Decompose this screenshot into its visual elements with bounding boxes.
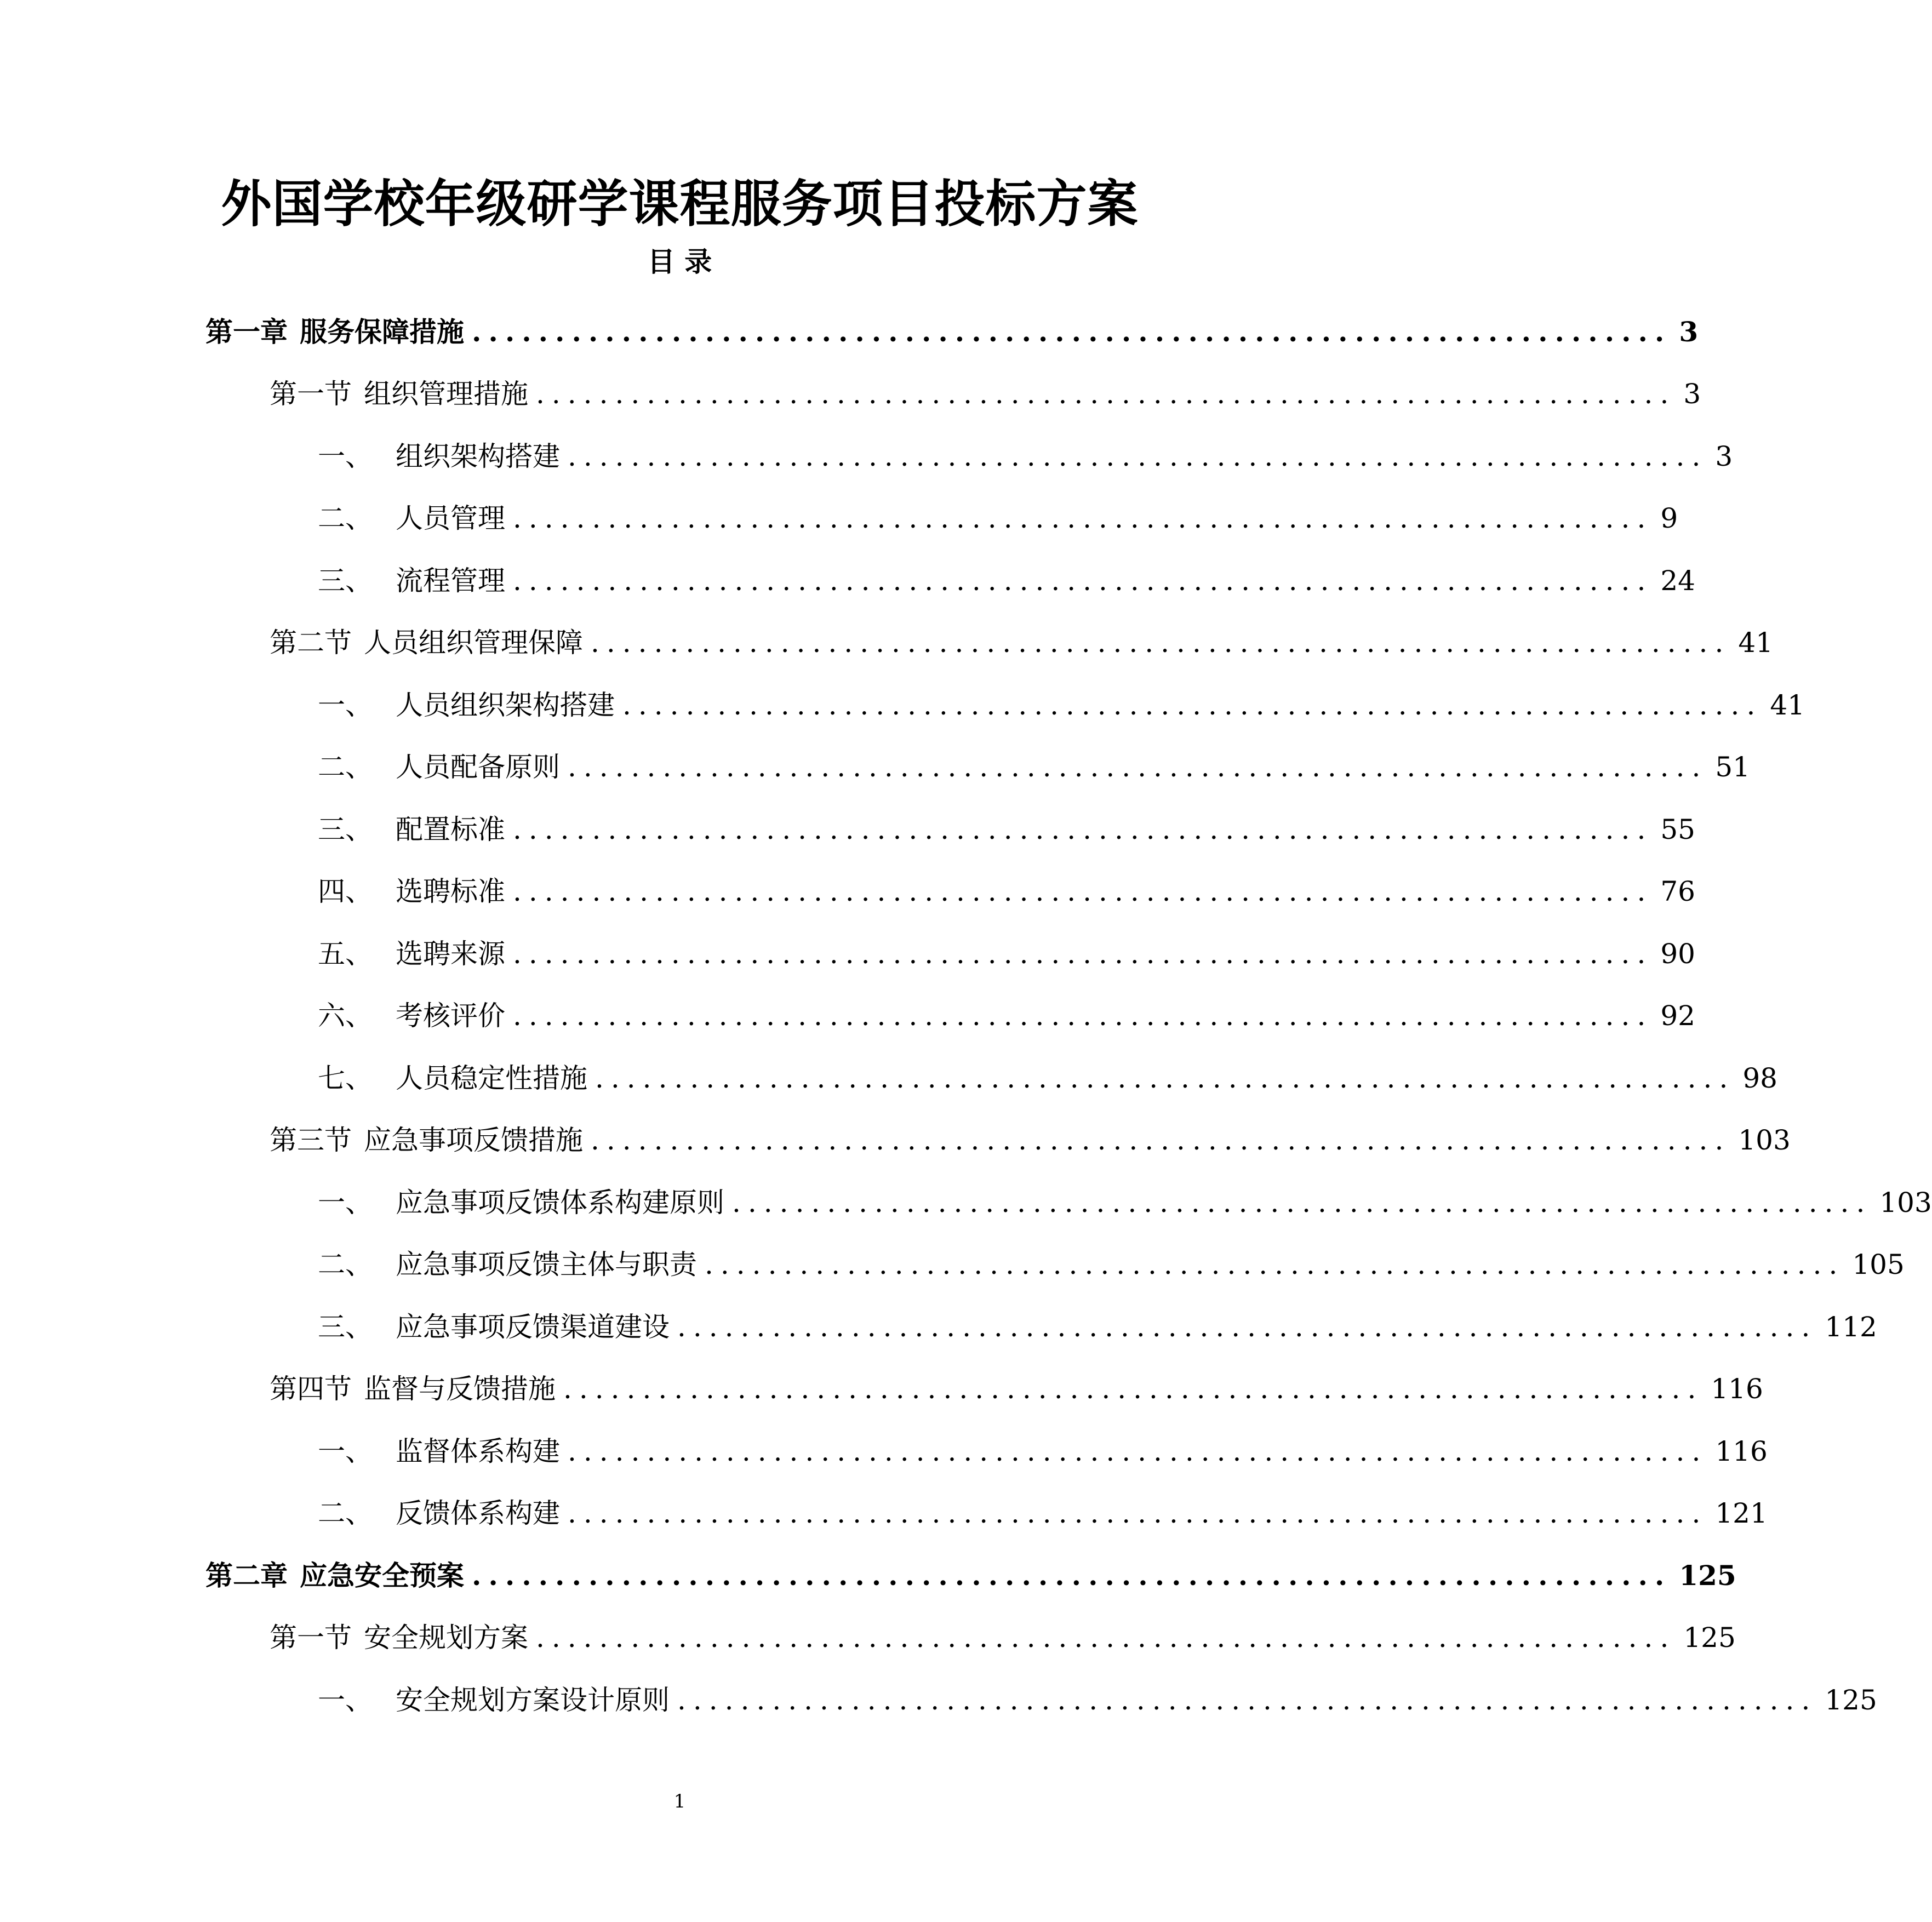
toc-entry-item[interactable]	[318, 1295, 1877, 1345]
toc-dot-leader: ........................................................................	[472, 1559, 1672, 1592]
toc-entry-title: 人员组织架构搭建	[396, 689, 615, 721]
document-title: 外国学校年级研学课程服务项目投标方案	[221, 174, 1139, 233]
toc-dot-leader: ........................................................................	[591, 1124, 1731, 1156]
toc-entry-number: 第一章	[205, 316, 288, 348]
toc-dot-leader: ........................................................................	[568, 1435, 1708, 1467]
toc-entry-item[interactable]	[318, 425, 1733, 474]
toc-entry-section[interactable]	[270, 1108, 1791, 1158]
toc-dot-leader: ........................................................................	[472, 316, 1672, 348]
toc-entry-page: 3	[1715, 441, 1733, 472]
toc-entry-item[interactable]	[318, 1046, 1777, 1096]
toc-entry-item[interactable]	[318, 798, 1695, 847]
toc-dot-leader: ........................................................................	[677, 1684, 1817, 1716]
toc-entry-title: 流程管理	[396, 565, 505, 597]
toc-entry-title: 应急事项反馈渠道建设	[396, 1311, 670, 1343]
toc-dot-leader: ........................................................................	[677, 1311, 1817, 1343]
toc-dot-leader: ........................................................................	[622, 689, 1763, 721]
toc-entry-number: 第二章	[205, 1559, 288, 1592]
toc-entry-title: 人员配备原则	[396, 751, 560, 783]
toc-entry-page: 92	[1660, 1000, 1695, 1032]
toc-entry-title: 安全规划方案设计原则	[396, 1684, 670, 1716]
toc-entry-page: 98	[1742, 1062, 1777, 1094]
toc-entry-page: 55	[1660, 814, 1695, 845]
toc-entry-number: 六、	[318, 1000, 373, 1032]
toc-entry-page: 125	[1679, 1559, 1736, 1592]
toc-entry-number: 二、	[318, 1497, 373, 1529]
toc-heading: 目 录	[647, 245, 712, 278]
toc-dot-leader: ........................................................................	[563, 1373, 1704, 1405]
toc-entry-title: 反馈体系构建	[396, 1497, 560, 1529]
toc-dot-leader: ........................................................................	[591, 627, 1731, 659]
toc-entry-item[interactable]	[318, 1668, 1877, 1718]
toc-entry-title: 服务保障措施	[300, 316, 464, 348]
toc-entry-item[interactable]	[318, 487, 1678, 536]
toc-entry-chapter[interactable]	[205, 1544, 1736, 1593]
toc-entry-page: 125	[1825, 1684, 1877, 1716]
toc-entry-title: 监督体系构建	[396, 1435, 560, 1467]
page-number: 1	[673, 1791, 686, 1812]
toc-dot-leader: ........................................................................	[568, 1497, 1708, 1529]
toc-entry-item[interactable]	[318, 735, 1750, 785]
toc-entry-number: 一、	[318, 1187, 373, 1219]
toc-dot-leader: ........................................................................	[536, 1622, 1676, 1654]
toc-entry-number: 第二节	[270, 627, 352, 659]
toc-entry-item[interactable]	[318, 1233, 1905, 1282]
toc-entry-section[interactable]	[270, 611, 1773, 660]
toc-entry-item[interactable]	[318, 1481, 1768, 1531]
toc-entry-page: 3	[1683, 378, 1701, 410]
toc-entry-title: 监督与反馈措施	[364, 1373, 556, 1405]
toc-entry-title: 人员稳定性措施	[396, 1062, 587, 1094]
toc-entry-page: 116	[1715, 1435, 1768, 1467]
toc-entry-item[interactable]	[318, 922, 1695, 971]
toc-entry-title: 选聘来源	[396, 938, 505, 970]
toc-entry-item[interactable]	[318, 860, 1695, 909]
toc-entry-chapter[interactable]	[205, 300, 1699, 350]
toc-entry-number: 一、	[318, 689, 373, 721]
toc-entry-page: 125	[1683, 1622, 1736, 1654]
toc-entry-page: 105	[1852, 1249, 1905, 1280]
toc-entry-page: 103	[1738, 1124, 1791, 1156]
toc-dot-leader: ........................................................................	[513, 1000, 1653, 1032]
toc-dot-leader: ........................................................................	[595, 1062, 1735, 1094]
toc-entry-number: 第一节	[270, 1622, 352, 1654]
toc-entry-number: 二、	[318, 502, 373, 534]
toc-dot-leader: ........................................................................	[513, 814, 1653, 845]
toc-entry-number: 第四节	[270, 1373, 352, 1405]
toc-entry-title: 组织架构搭建	[396, 441, 560, 472]
toc-entry-section[interactable]	[270, 1357, 1763, 1406]
toc-entry-section[interactable]	[270, 1606, 1736, 1655]
toc-entry-number: 第三节	[270, 1124, 352, 1156]
toc-entry-number: 一、	[318, 1435, 373, 1467]
toc-entry-title: 应急事项反馈体系构建原则	[396, 1187, 724, 1219]
toc-entry-section[interactable]	[270, 362, 1701, 411]
toc-entry-number: 第一节	[270, 378, 352, 410]
toc-entry-title: 应急安全预案	[300, 1559, 464, 1592]
toc-entry-page: 24	[1660, 565, 1695, 597]
toc-entry-number: 二、	[318, 1249, 373, 1280]
toc-dot-leader: ........................................................................	[513, 938, 1653, 970]
toc-entry-title: 人员组织管理保障	[364, 627, 583, 659]
toc-entry-page: 3	[1679, 316, 1699, 348]
toc-dot-leader: ........................................................................	[513, 502, 1653, 534]
toc-dot-leader: ........................................................................	[568, 441, 1708, 472]
toc-entry-number: 三、	[318, 1311, 373, 1343]
toc-entry-title: 组织管理措施	[364, 378, 528, 410]
toc-entry-number: 一、	[318, 1684, 373, 1716]
toc-dot-leader: ........................................................................	[513, 876, 1653, 907]
toc-entry-number: 三、	[318, 814, 373, 845]
toc-entry-title: 应急事项反馈措施	[364, 1124, 583, 1156]
toc-entry-title: 安全规划方案	[364, 1622, 528, 1654]
toc-entry-page: 90	[1660, 938, 1695, 970]
toc-dot-leader: ........................................................................	[513, 565, 1653, 597]
toc-entry-number: 四、	[318, 876, 373, 907]
toc-entry-item[interactable]	[318, 549, 1695, 598]
toc-entry-number: 一、	[318, 441, 373, 472]
toc-entry-title: 配置标准	[396, 814, 505, 845]
toc-entry-number: 五、	[318, 938, 373, 970]
toc-dot-leader: ........................................................................	[705, 1249, 1845, 1280]
toc-dot-leader: ........................................................................	[536, 378, 1676, 410]
toc-entry-item[interactable]	[318, 1171, 1932, 1220]
toc-entry-title: 应急事项反馈主体与职责	[396, 1249, 697, 1280]
toc-entry-title: 选聘标准	[396, 876, 505, 907]
toc-entry-item[interactable]	[318, 984, 1695, 1033]
toc-dot-leader: ........................................................................	[732, 1187, 1872, 1219]
toc-entry-title: 人员管理	[396, 502, 505, 534]
toc-entry-page: 41	[1738, 627, 1773, 659]
toc-entry-page: 112	[1825, 1311, 1877, 1343]
toc-entry-title: 考核评价	[396, 1000, 505, 1032]
toc-entry-page: 9	[1660, 502, 1678, 534]
toc-dot-leader: ........................................................................	[568, 751, 1708, 783]
toc-entry-page: 116	[1711, 1373, 1763, 1405]
toc-entry-number: 七、	[318, 1062, 373, 1094]
toc-entry-page: 41	[1770, 689, 1805, 721]
toc-entry-item[interactable]	[318, 673, 1805, 723]
toc-entry-page: 121	[1715, 1497, 1768, 1529]
toc-entry-item[interactable]	[318, 1420, 1768, 1469]
toc-entry-number: 三、	[318, 565, 373, 597]
toc-entry-page: 76	[1660, 876, 1695, 907]
toc-entry-page: 51	[1715, 751, 1750, 783]
toc-entry-page: 103	[1879, 1187, 1932, 1219]
toc-entry-number: 二、	[318, 751, 373, 783]
